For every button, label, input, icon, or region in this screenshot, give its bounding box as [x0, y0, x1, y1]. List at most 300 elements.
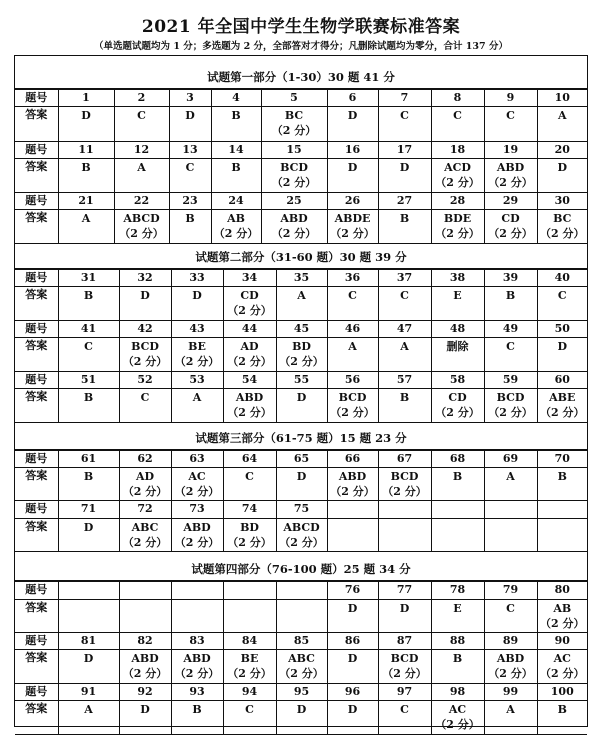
answer-points: （2 分）	[271, 227, 317, 240]
answer-points: （2 分）	[488, 227, 533, 240]
answer-label: 答案	[15, 701, 58, 735]
answer-value: B	[192, 703, 202, 716]
answer-cell	[223, 701, 276, 735]
answer-label: 答案	[15, 468, 58, 501]
answer-label: 答案	[15, 159, 58, 193]
question-number-cell: 7	[378, 90, 431, 107]
question-number-cell: 95	[276, 684, 327, 701]
answer-points: （2 分）	[330, 227, 375, 240]
question-number-cell: 21	[58, 193, 114, 210]
answer-value: 删除	[446, 340, 469, 353]
answer-value: D	[140, 703, 150, 716]
answer-value: B	[231, 161, 241, 174]
question-number-cell: 36	[327, 270, 378, 287]
answer-value: B	[399, 391, 410, 404]
answer-points: （2 分）	[174, 355, 220, 368]
answer-cell	[171, 287, 223, 321]
question-number-cell: 69	[484, 451, 537, 468]
question-number-row	[15, 684, 587, 701]
answer-value: AC	[448, 703, 467, 716]
question-number-cell: 68	[431, 451, 484, 468]
answer-table	[15, 450, 587, 552]
question-number-cell: 25	[261, 193, 327, 210]
answer-value: AC	[188, 470, 206, 483]
answer-points: （2 分）	[382, 485, 427, 498]
question-number-cell: 17	[378, 142, 431, 159]
answer-cell	[484, 650, 537, 684]
answer-cell	[276, 600, 327, 633]
answer-cell	[484, 701, 537, 735]
question-number-label: 题号	[15, 90, 58, 107]
answer-value	[59, 600, 119, 601]
answer-points: （2 分）	[227, 667, 272, 680]
question-number-cell: 3	[169, 90, 211, 107]
answer-value: D	[296, 470, 307, 483]
question-number-cell	[484, 501, 537, 519]
answer-value: BC	[284, 109, 304, 122]
answer-value: A	[400, 340, 409, 353]
answer-value: ABDE	[334, 212, 371, 225]
question-number-cell: 55	[276, 372, 327, 389]
answer-points: （2 分）	[540, 406, 585, 419]
answer-value: AC	[553, 652, 571, 665]
answer-points: （2 分）	[122, 536, 168, 549]
answer-points: （2 分）	[271, 176, 317, 189]
question-number-label: 题号	[15, 501, 58, 519]
answer-points: （2 分）	[174, 667, 220, 680]
answer-value: ABE	[549, 391, 576, 404]
question-number-label: 题号	[15, 684, 58, 701]
answer-cell	[327, 338, 378, 372]
section-title: 试题第三部分（61-75 题）15 题 23 分	[195, 431, 407, 445]
answer-value: ABD	[496, 161, 525, 174]
answer-points: （2 分）	[488, 667, 533, 680]
answer-points: （2 分）	[330, 406, 375, 419]
question-number-row	[15, 90, 587, 107]
answer-cell	[378, 338, 431, 372]
answer-label: 答案	[15, 338, 58, 372]
answer-cell	[431, 107, 484, 142]
question-number-cell: 20	[537, 142, 587, 159]
answer-cell	[378, 650, 431, 684]
answer-points: （2 分）	[271, 124, 317, 137]
question-number-cell: 99	[484, 684, 537, 701]
answer-label: 答案	[15, 650, 58, 684]
question-number-cell: 4	[211, 90, 261, 107]
section-title: 试题第二部分（31-60 题）30 题 39 分	[195, 250, 407, 264]
question-number-cell: 45	[276, 321, 327, 338]
answer-points: （2 分）	[119, 227, 164, 240]
answer-cell	[484, 338, 537, 372]
answer-points: （2 分）	[122, 355, 168, 368]
answer-value: D	[296, 391, 307, 404]
answer-value: D	[557, 340, 568, 353]
answer-row	[15, 287, 587, 321]
answer-value	[432, 519, 484, 520]
question-number-cell: 59	[484, 372, 537, 389]
question-number-label: 题号	[15, 270, 58, 287]
answer-value: E	[453, 289, 462, 302]
answer-cell	[484, 287, 537, 321]
answer-value: D	[347, 703, 358, 716]
answer-cell	[431, 287, 484, 321]
answer-value: B	[557, 703, 567, 716]
question-number-cell: 91	[58, 684, 119, 701]
answer-cell	[58, 468, 119, 501]
answer-value: AD	[135, 470, 155, 483]
answer-value: B	[185, 212, 195, 225]
answer-cell	[484, 159, 537, 193]
question-number-cell: 12	[114, 142, 169, 159]
question-number-cell: 85	[276, 633, 327, 650]
answer-cell	[276, 650, 327, 684]
answer-cell	[431, 600, 484, 633]
answer-value: ABD	[280, 212, 308, 225]
answer-label: 答案	[15, 519, 58, 552]
answer-cell	[378, 701, 431, 735]
question-number-cell: 67	[378, 451, 431, 468]
answer-value: A	[192, 391, 202, 404]
question-number-cell: 78	[431, 582, 484, 600]
answer-value: C	[348, 289, 357, 302]
question-number-cell: 48	[431, 321, 484, 338]
question-number-cell: 53	[171, 372, 223, 389]
answer-value	[379, 519, 431, 520]
answer-cell	[261, 159, 327, 193]
question-number-cell: 27	[378, 193, 431, 210]
answer-label: 答案	[15, 287, 58, 321]
answer-cell	[431, 650, 484, 684]
answer-value: C	[140, 391, 150, 404]
answer-value	[277, 600, 327, 601]
answer-value: BCD	[496, 391, 525, 404]
question-number-cell: 90	[537, 633, 587, 650]
question-number-cell: 70	[537, 451, 587, 468]
answer-cell	[431, 701, 484, 735]
answer-value: ABD	[338, 470, 367, 483]
question-number-cell: 14	[211, 142, 261, 159]
answer-points: （2 分）	[227, 304, 272, 317]
answer-value: E	[453, 602, 462, 615]
answer-value: ABD	[131, 652, 159, 665]
section-header	[15, 416, 587, 450]
question-number-cell: 63	[171, 451, 223, 468]
answer-cell	[537, 287, 587, 321]
answer-value: ABD	[235, 391, 264, 404]
answer-table	[15, 89, 587, 244]
answer-cell	[276, 338, 327, 372]
answer-cell	[537, 701, 587, 735]
answer-cell	[378, 159, 431, 193]
question-number-label: 题号	[15, 321, 58, 338]
answer-value: C	[506, 602, 515, 615]
answer-points: （2 分）	[279, 536, 324, 549]
answer-value	[538, 519, 588, 520]
answer-points: （2 分）	[227, 536, 272, 549]
answer-value: BCD	[280, 161, 308, 174]
scoring-note: （单选题试题均为 1 分；多选题为 2 分，全部答对才得分；凡删除试题均为零分，合计 137 分）	[94, 41, 508, 52]
question-number-cell: 22	[114, 193, 169, 210]
answer-value: D	[83, 652, 94, 665]
answer-points: （2 分）	[435, 406, 480, 419]
question-number-label: 题号	[15, 193, 58, 210]
answer-cell	[431, 338, 484, 372]
answer-cell	[261, 107, 327, 142]
answer-label: 答案	[15, 600, 58, 633]
answer-cell	[431, 468, 484, 501]
answer-points: （2 分）	[279, 355, 324, 368]
answer-points: （2 分）	[213, 227, 259, 240]
section-title: 试题第四部分（76-100 题）25 题 34 分	[191, 562, 411, 576]
question-number-cell: 57	[378, 372, 431, 389]
answer-cell	[537, 338, 587, 372]
section-header	[15, 56, 587, 89]
question-number-cell: 6	[327, 90, 378, 107]
question-number-cell	[378, 501, 431, 519]
answer-points: （2 分）	[540, 227, 585, 240]
answer-value: B	[231, 109, 241, 122]
question-number-cell: 50	[537, 321, 587, 338]
question-number-label: 题号	[15, 372, 58, 389]
answer-points: （2 分）	[435, 227, 480, 240]
answer-value: BD	[292, 340, 311, 353]
answer-cell	[211, 159, 261, 193]
question-number-cell: 26	[327, 193, 378, 210]
question-number-cell: 19	[484, 142, 537, 159]
question-number-cell: 44	[223, 321, 276, 338]
answer-value: A	[557, 109, 567, 122]
section-title: 试题第一部分（1-30）30 题 41 分	[207, 70, 395, 84]
answer-cell	[537, 107, 587, 142]
question-number-cell: 58	[431, 372, 484, 389]
answer-value: B	[83, 289, 94, 302]
answer-value: ABC	[131, 521, 159, 534]
question-number-cell: 29	[484, 193, 537, 210]
answer-value: C	[506, 109, 515, 122]
answer-points: （2 分）	[488, 406, 533, 419]
answer-cell	[327, 701, 378, 735]
question-number-cell: 89	[484, 633, 537, 650]
answer-value: BCD	[338, 391, 367, 404]
answer-cell	[378, 107, 431, 142]
question-number-cell: 96	[327, 684, 378, 701]
question-number-cell: 41	[58, 321, 119, 338]
answer-cell	[58, 701, 119, 735]
question-number-cell: 98	[431, 684, 484, 701]
answer-cell	[223, 650, 276, 684]
question-number-cell: 2	[114, 90, 169, 107]
answer-cell	[58, 338, 119, 372]
question-number-row	[15, 501, 587, 519]
answer-value: BCD	[390, 470, 419, 483]
question-number-cell: 35	[276, 270, 327, 287]
answer-value: D	[347, 602, 358, 615]
answer-value	[328, 519, 378, 520]
question-number-cell	[327, 501, 378, 519]
answer-value: D	[185, 109, 195, 122]
answer-value: BD	[240, 521, 259, 534]
question-number-cell: 49	[484, 321, 537, 338]
answer-cell	[327, 468, 378, 501]
answer-value: BCD	[390, 652, 419, 665]
answer-value: ABD	[496, 652, 525, 665]
question-number-cell: 1	[58, 90, 114, 107]
answer-cell	[223, 600, 276, 633]
answer-points: （2 分）	[279, 667, 324, 680]
question-number-cell: 18	[431, 142, 484, 159]
question-number-cell: 79	[484, 582, 537, 600]
answer-value: C	[245, 470, 254, 483]
question-number-cell: 28	[431, 193, 484, 210]
answer-cell	[484, 468, 537, 501]
answer-points: （2 分）	[435, 176, 480, 189]
answer-value: BCD	[131, 340, 159, 353]
answer-value: D	[192, 289, 202, 302]
answer-cell	[119, 287, 171, 321]
section-header	[15, 547, 587, 581]
question-number-cell: 16	[327, 142, 378, 159]
answer-points: （2 分）	[540, 667, 585, 680]
answer-value	[172, 600, 223, 601]
answer-cell	[327, 159, 378, 193]
question-number-cell	[431, 501, 484, 519]
answer-value: ACD	[444, 161, 471, 174]
answer-cell	[327, 287, 378, 321]
question-number-cell: 5	[261, 90, 327, 107]
answer-value: A	[81, 212, 91, 225]
question-number-cell	[58, 582, 119, 600]
answer-cell	[171, 338, 223, 372]
question-number-cell: 66	[327, 451, 378, 468]
question-number-cell: 97	[378, 684, 431, 701]
answer-value	[120, 600, 171, 601]
question-number-cell: 13	[169, 142, 211, 159]
answer-value: CD	[240, 289, 259, 302]
answer-cell	[223, 287, 276, 321]
answer-row	[15, 338, 587, 372]
answer-cell	[276, 287, 327, 321]
answer-value: D	[296, 703, 307, 716]
answer-row	[15, 701, 587, 735]
answer-cell	[169, 107, 211, 142]
answer-cell	[327, 600, 378, 633]
answer-cell	[537, 600, 587, 633]
question-number-row	[15, 582, 587, 600]
question-number-label: 题号	[15, 451, 58, 468]
answer-cell	[119, 600, 171, 633]
question-number-cell: 80	[537, 582, 587, 600]
answer-value: ABD	[183, 521, 211, 534]
answer-value: A	[297, 289, 306, 302]
question-number-label: 题号	[15, 582, 58, 600]
answer-cell	[171, 468, 223, 501]
answer-cell	[58, 650, 119, 684]
question-number-cell: 93	[171, 684, 223, 701]
answer-value: D	[140, 289, 150, 302]
answer-value: A	[137, 161, 146, 174]
answer-label: 答案	[15, 107, 58, 142]
question-number-row	[15, 451, 587, 468]
answer-cell	[58, 600, 119, 633]
answer-points: （2 分）	[227, 355, 272, 368]
answer-value: C	[453, 109, 462, 122]
answer-value: A	[348, 340, 357, 353]
answer-value: B	[83, 470, 94, 483]
answer-value: C	[245, 703, 254, 716]
question-number-cell: 47	[378, 321, 431, 338]
question-number-cell: 60	[537, 372, 587, 389]
answer-value: BE	[188, 340, 206, 353]
answer-value: BC	[553, 212, 572, 225]
answer-value	[485, 519, 537, 520]
answer-cell	[211, 107, 261, 142]
answer-points: （2 分）	[174, 536, 220, 549]
answer-cell	[119, 650, 171, 684]
question-number-row	[15, 270, 587, 287]
answer-points: （2 分）	[122, 667, 168, 680]
answer-cell	[378, 287, 431, 321]
answer-value: A	[84, 703, 93, 716]
answer-cell	[58, 287, 119, 321]
answer-points: （2 分）	[488, 176, 533, 189]
answer-cell	[114, 159, 169, 193]
answer-cell	[119, 468, 171, 501]
answer-value: D	[347, 161, 358, 174]
answer-value: AD	[240, 340, 259, 353]
answer-value: ABC	[288, 652, 315, 665]
answer-cell	[276, 468, 327, 501]
question-number-row	[15, 633, 587, 650]
question-number-cell: 100	[537, 684, 587, 701]
answer-value: B	[81, 161, 91, 174]
question-number-label: 题号	[15, 142, 58, 159]
answer-cell	[58, 159, 114, 193]
answer-sheet	[14, 55, 588, 731]
answer-points: （2 分）	[174, 485, 220, 498]
answer-row	[15, 468, 587, 501]
question-number-cell: 46	[327, 321, 378, 338]
answer-value: D	[399, 161, 410, 174]
answer-table	[15, 581, 587, 735]
question-number-cell: 87	[378, 633, 431, 650]
question-number-cell: 42	[119, 321, 171, 338]
answer-value: B	[452, 652, 463, 665]
question-number-cell: 54	[223, 372, 276, 389]
answer-row	[15, 650, 587, 684]
question-number-cell: 62	[119, 451, 171, 468]
question-number-cell	[537, 501, 587, 519]
answer-cell	[378, 468, 431, 501]
answer-value: C	[137, 109, 146, 122]
question-number-cell	[276, 582, 327, 600]
answer-value: D	[399, 602, 410, 615]
question-number-cell: 65	[276, 451, 327, 468]
answer-cell	[327, 107, 378, 142]
answer-points: （2 分）	[122, 485, 168, 498]
answer-value: D	[347, 652, 358, 665]
question-number-cell: 37	[378, 270, 431, 287]
question-number-cell: 83	[171, 633, 223, 650]
question-number-cell: 61	[58, 451, 119, 468]
answer-table	[15, 269, 587, 423]
answer-value: ABCD	[283, 521, 320, 534]
question-number-row	[15, 142, 587, 159]
question-number-cell	[223, 582, 276, 600]
answer-cell	[171, 701, 223, 735]
question-number-cell: 64	[223, 451, 276, 468]
answer-row	[15, 600, 587, 633]
question-number-cell: 9	[484, 90, 537, 107]
